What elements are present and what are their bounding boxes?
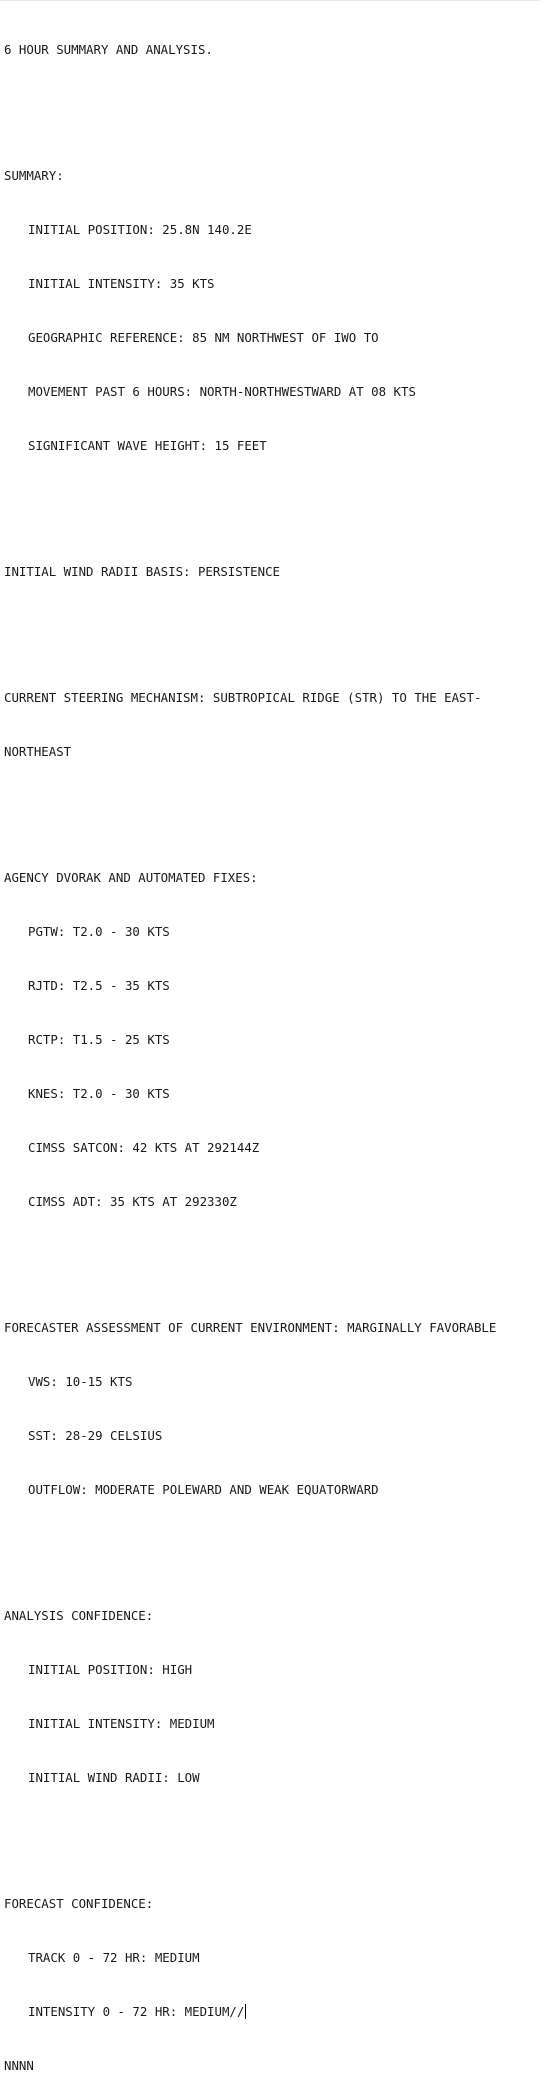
fix-item: PGTW: T2.0 - 30 KTS	[28, 924, 170, 939]
forecast-track-confidence: TRACK 0 - 72 HR: MEDIUM	[28, 1950, 200, 1965]
fix-item: CIMSS SATCON: 42 KTS AT 292144Z	[28, 1140, 260, 1155]
summary-heading: SUMMARY:	[4, 168, 64, 183]
analysis-confidence-item: INITIAL WIND RADII: LOW	[28, 1770, 200, 1785]
steering-mechanism-line1: CURRENT STEERING MECHANISM: SUBTROPICAL RIDGE (STR) TO THE EAST-	[4, 690, 482, 705]
steering-mechanism-line2: NORTHEAST	[4, 744, 72, 759]
fix-item: CIMSS ADT: 35 KTS AT 292330Z	[28, 1194, 237, 1209]
top-border	[0, 0, 549, 1]
blank-line	[4, 95, 540, 113]
blank-line	[4, 1823, 540, 1841]
summary-initial-position: INITIAL POSITION: 25.8N 140.2E	[28, 222, 252, 237]
text-document[interactable]	[4, 5, 540, 2093]
fix-item: RJTD: T2.5 - 35 KTS	[28, 978, 170, 993]
fix-item: KNES: T2.0 - 30 KTS	[28, 1086, 170, 1101]
analysis-confidence-heading: ANALYSIS CONFIDENCE:	[4, 1608, 154, 1623]
analysis-confidence-item: INITIAL INTENSITY: MEDIUM	[28, 1716, 215, 1731]
environment-heading: FORECASTER ASSESSMENT OF CURRENT ENVIRONMENT: MARGINALLY FAVORABLE	[4, 1320, 497, 1335]
blank-line	[4, 617, 540, 635]
analysis-confidence-item: INITIAL POSITION: HIGH	[28, 1662, 193, 1677]
fixes-heading: AGENCY DVORAK AND AUTOMATED FIXES:	[4, 870, 258, 885]
environment-item: VWS: 10-15 KTS	[28, 1374, 133, 1389]
blank-line	[4, 1535, 540, 1553]
summary-initial-intensity: INITIAL INTENSITY: 35 KTS	[28, 276, 215, 291]
environment-item: OUTFLOW: MODERATE POLEWARD AND WEAK EQUATORWARD	[28, 1482, 379, 1497]
summary-geographic-reference: GEOGRAPHIC REFERENCE: 85 NM NORTHWEST OF IWO TO	[28, 330, 379, 345]
forecast-intensity-confidence: INTENSITY 0 - 72 HR: MEDIUM//	[28, 2004, 245, 2019]
blank-line	[4, 797, 540, 815]
summary-wave-height: SIGNIFICANT WAVE HEIGHT: 15 FEET	[28, 438, 267, 453]
forecast-intensity-line	[4, 2003, 540, 2021]
text-cursor	[245, 2004, 246, 2019]
document-title: 6 HOUR SUMMARY AND ANALYSIS.	[4, 42, 213, 57]
environment-item: SST: 28-29 CELSIUS	[28, 1428, 163, 1443]
forecast-confidence-heading: FORECAST CONFIDENCE:	[4, 1896, 154, 1911]
wind-radii-basis: INITIAL WIND RADII BASIS: PERSISTENCE	[4, 564, 281, 579]
fix-item: RCTP: T1.5 - 25 KTS	[28, 1032, 170, 1047]
scrollbar-track[interactable]	[540, 0, 549, 679]
end-marker: NNNN	[4, 2058, 34, 2073]
blank-line	[4, 491, 540, 509]
blank-line	[4, 1247, 540, 1265]
summary-movement: MOVEMENT PAST 6 HOURS: NORTH-NORTHWESTWARD AT 08 KTS	[28, 384, 416, 399]
